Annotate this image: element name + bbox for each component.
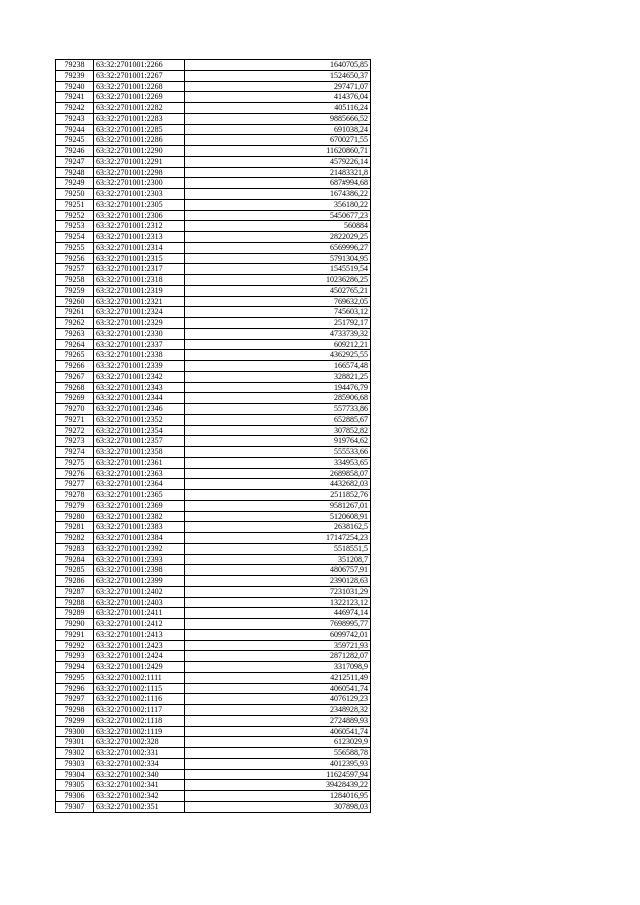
row-number: 79298 [56,705,94,716]
table-row [56,264,371,275]
table-row [56,758,371,769]
row-number: 79293 [56,651,94,662]
table-row [56,210,371,221]
cadastral-value: 6099742,01 [185,629,371,640]
table-row [56,92,371,103]
row-number: 79261 [56,307,94,318]
table-row [56,608,371,619]
cadastral-number: 63:32:2701002:1117 [94,705,185,716]
cadastral-number: 63:32:2701002:341 [94,780,185,791]
table-row [56,199,371,210]
table-row [56,597,371,608]
row-number: 79299 [56,715,94,726]
cadastral-number: 63:32:2701001:2344 [94,393,185,404]
cadastral-value: 4579226,14 [185,156,371,167]
row-number: 79279 [56,500,94,511]
cadastral-number: 63:32:2701001:2329 [94,318,185,329]
cadastral-value: 1640705,85 [185,60,371,71]
cadastral-number: 63:32:2701001:2318 [94,275,185,286]
cadastral-value: 446974,14 [185,608,371,619]
row-number: 79265 [56,350,94,361]
table-row [56,640,371,651]
cadastral-number: 63:32:2701002:1111 [94,672,185,683]
row-number: 79244 [56,124,94,135]
table-row [56,124,371,135]
cadastral-number: 63:32:2701001:2291 [94,156,185,167]
row-number: 79267 [56,371,94,382]
cadastral-value: 4212511,49 [185,672,371,683]
cadastral-value: 5120608,91 [185,511,371,522]
table-row [56,382,371,393]
table-row [56,414,371,425]
cadastral-number: 63:32:2701001:2363 [94,468,185,479]
table-row [56,275,371,286]
row-number: 79257 [56,264,94,275]
cadastral-value: 307852,82 [185,425,371,436]
cadastral-value: 356180,22 [185,199,371,210]
cadastral-number: 63:32:2701001:2313 [94,232,185,243]
row-number: 79259 [56,285,94,296]
cadastral-value: 1524650,37 [185,70,371,81]
row-number: 79255 [56,242,94,253]
cadastral-number: 63:32:2701001:2324 [94,307,185,318]
cadastral-number: 63:32:2701001:2330 [94,328,185,339]
cadastral-value: 1284016,95 [185,791,371,802]
cadastral-value: 4362925,55 [185,350,371,361]
row-number: 79272 [56,425,94,436]
table-row [56,361,371,372]
cadastral-value: 307898,03 [185,801,371,812]
row-number: 79301 [56,737,94,748]
cadastral-value: 2724889,93 [185,715,371,726]
table-row [56,522,371,533]
cadastral-value: 334953,65 [185,457,371,468]
table-row [56,565,371,576]
cadastral-value: 11620860,71 [185,146,371,157]
table-body [56,60,371,813]
row-number: 79306 [56,791,94,802]
row-number: 79254 [56,232,94,243]
cadastral-number: 63:32:2701001:2399 [94,576,185,587]
table-row [56,70,371,81]
row-number: 79288 [56,597,94,608]
row-number: 79290 [56,619,94,630]
row-number: 79303 [56,758,94,769]
row-number: 79241 [56,92,94,103]
table-row [56,60,371,71]
cadastral-value: 4060541,74 [185,683,371,694]
cadastral-number: 63:32:2701001:2300 [94,178,185,189]
cadastral-value: 4076129,23 [185,694,371,705]
cadastral-value: 7231031,29 [185,586,371,597]
cadastral-value: 919764,62 [185,436,371,447]
cadastral-number: 63:32:2701001:2429 [94,662,185,673]
table-row [56,748,371,759]
row-number: 79278 [56,490,94,501]
cadastral-value: 687#994,68 [185,178,371,189]
cadastral-value: 405116,24 [185,103,371,114]
cadastral-number: 63:32:2701002:342 [94,791,185,802]
table-row [56,81,371,92]
cadastral-number: 63:32:2701001:2354 [94,425,185,436]
row-number: 79302 [56,748,94,759]
table-row [56,791,371,802]
row-number: 79246 [56,146,94,157]
cadastral-number: 63:32:2701002:1115 [94,683,185,694]
cadastral-value: 691038,24 [185,124,371,135]
table-row [56,296,371,307]
row-number: 79294 [56,662,94,673]
cadastral-value: 1322123,12 [185,597,371,608]
cadastral-value: 4432682,03 [185,479,371,490]
cadastral-number: 63:32:2701001:2352 [94,414,185,425]
cadastral-value: 10236286,25 [185,275,371,286]
cadastral-number: 63:32:2701001:2298 [94,167,185,178]
table-row [56,447,371,458]
cadastral-number: 63:32:2701001:2306 [94,210,185,221]
table-row [56,457,371,468]
cadastral-number: 63:32:2701001:2319 [94,285,185,296]
table-row [56,780,371,791]
row-number: 79245 [56,135,94,146]
cadastral-number: 63:32:2701002:1119 [94,726,185,737]
table-row [56,371,371,382]
cadastral-number: 63:32:2701002:340 [94,769,185,780]
cadastral-number: 63:32:2701001:2343 [94,382,185,393]
row-number: 79271 [56,414,94,425]
cadastral-number: 63:32:2701001:2282 [94,103,185,114]
table-row [56,705,371,716]
cadastral-number: 63:32:2701001:2314 [94,242,185,253]
table-row [56,801,371,812]
cadastral-value: 17147254,23 [185,533,371,544]
row-number: 79281 [56,522,94,533]
row-number: 79242 [56,103,94,114]
cadastral-number: 63:32:2701001:2268 [94,81,185,92]
cadastral-value: 2348928,32 [185,705,371,716]
cadastral-number: 63:32:2701002:328 [94,737,185,748]
cadastral-value: 5450677,23 [185,210,371,221]
cadastral-number: 63:32:2701001:2285 [94,124,185,135]
table-row [56,156,371,167]
table-row [56,393,371,404]
cadastral-value: 285906,68 [185,393,371,404]
cadastral-number: 63:32:2701002:331 [94,748,185,759]
cadastral-value: 4060541,74 [185,726,371,737]
row-number: 79275 [56,457,94,468]
cadastral-value: 555533,66 [185,447,371,458]
cadastral-number: 63:32:2701002:334 [94,758,185,769]
table-row [56,178,371,189]
row-number: 79253 [56,221,94,232]
cadastral-number: 63:32:2701001:2266 [94,60,185,71]
table-row [56,737,371,748]
cadastral-value: 39428439,22 [185,780,371,791]
cadastral-value: 297471,07 [185,81,371,92]
cadastral-value: 2390128,63 [185,576,371,587]
row-number: 79297 [56,694,94,705]
table-row [56,103,371,114]
cadastral-number: 63:32:2701002:351 [94,801,185,812]
table-row [56,769,371,780]
cadastral-value: 4733739,32 [185,328,371,339]
row-number: 79277 [56,479,94,490]
table-row [56,113,371,124]
cadastral-number: 63:32:2701001:2392 [94,543,185,554]
cadastral-value: 11624597,94 [185,769,371,780]
cadastral-value: 9581267,01 [185,500,371,511]
cadastral-number: 63:32:2701002:1116 [94,694,185,705]
table-row [56,242,371,253]
table-row [56,662,371,673]
table-row [56,221,371,232]
cadastral-number: 63:32:2701001:2286 [94,135,185,146]
row-number: 79286 [56,576,94,587]
cadastral-value: 7698995,77 [185,619,371,630]
cadastral-number: 63:32:2701001:2290 [94,146,185,157]
table-row [56,425,371,436]
row-number: 79243 [56,113,94,124]
table-row [56,500,371,511]
table-row [56,479,371,490]
row-number: 79263 [56,328,94,339]
table-row [56,694,371,705]
row-number: 79300 [56,726,94,737]
row-number: 79249 [56,178,94,189]
row-number: 79282 [56,533,94,544]
cadastral-value-table [55,59,371,813]
cadastral-value: 556588,78 [185,748,371,759]
cadastral-number: 63:32:2701001:2317 [94,264,185,275]
row-number: 79296 [56,683,94,694]
cadastral-value: 6569996,27 [185,242,371,253]
cadastral-value: 652885,67 [185,414,371,425]
cadastral-number: 63:32:2701001:2383 [94,522,185,533]
row-number: 79239 [56,70,94,81]
table-row [56,586,371,597]
cadastral-number: 63:32:2701001:2312 [94,221,185,232]
row-number: 79287 [56,586,94,597]
cadastral-value: 21483321,8 [185,167,371,178]
row-number: 79307 [56,801,94,812]
cadastral-value: 2689858,07 [185,468,371,479]
cadastral-value: 251792,17 [185,318,371,329]
cadastral-value: 3317098,9 [185,662,371,673]
row-number: 79273 [56,436,94,447]
cadastral-number: 63:32:2701001:2364 [94,479,185,490]
cadastral-number: 63:32:2701001:2412 [94,619,185,630]
table-row [56,490,371,501]
row-number: 79283 [56,543,94,554]
cadastral-value: 6700271,55 [185,135,371,146]
table-row [56,726,371,737]
cadastral-value: 328821,25 [185,371,371,382]
cadastral-value: 4806757,91 [185,565,371,576]
cadastral-number: 63:32:2701001:2361 [94,457,185,468]
row-number: 79266 [56,361,94,372]
cadastral-number: 63:32:2701001:2402 [94,586,185,597]
row-number: 79269 [56,393,94,404]
cadastral-value: 9885666,52 [185,113,371,124]
row-number: 79258 [56,275,94,286]
cadastral-number: 63:32:2701001:2369 [94,500,185,511]
cadastral-value: 2871282,07 [185,651,371,662]
row-number: 79276 [56,468,94,479]
table-row [56,576,371,587]
row-number: 79304 [56,769,94,780]
cadastral-number: 63:32:2701001:2283 [94,113,185,124]
cadastral-number: 63:32:2701001:2321 [94,296,185,307]
row-number: 79252 [56,210,94,221]
cadastral-value: 351208,7 [185,554,371,565]
row-number: 79291 [56,629,94,640]
row-number: 79264 [56,339,94,350]
cadastral-number: 63:32:2701001:2338 [94,350,185,361]
row-number: 79274 [56,447,94,458]
table-row [56,339,371,350]
row-number: 79247 [56,156,94,167]
table-row [56,533,371,544]
row-number: 79284 [56,554,94,565]
table-row [56,404,371,415]
cadastral-number: 63:32:2701001:2384 [94,533,185,544]
cadastral-number: 63:32:2701001:2337 [94,339,185,350]
table-row [56,629,371,640]
cadastral-number: 63:32:2701001:2424 [94,651,185,662]
cadastral-number: 63:32:2701001:2346 [94,404,185,415]
table-row [56,253,371,264]
table-row [56,167,371,178]
row-number: 79305 [56,780,94,791]
cadastral-number: 63:32:2701001:2267 [94,70,185,81]
cadastral-number: 63:32:2701001:2413 [94,629,185,640]
row-number: 79295 [56,672,94,683]
table-row [56,146,371,157]
table-row [56,350,371,361]
cadastral-value: 609212,21 [185,339,371,350]
cadastral-value: 2511852,76 [185,490,371,501]
cadastral-value: 2822029,25 [185,232,371,243]
row-number: 79268 [56,382,94,393]
cadastral-value: 194476,79 [185,382,371,393]
cadastral-number: 63:32:2701001:2339 [94,361,185,372]
row-number: 79280 [56,511,94,522]
table-row [56,307,371,318]
table-row [56,511,371,522]
cadastral-value: 557733,86 [185,404,371,415]
cadastral-number: 63:32:2701001:2303 [94,189,185,200]
cadastral-number: 63:32:2701001:2382 [94,511,185,522]
cadastral-number: 63:32:2701001:2269 [94,92,185,103]
table-row [56,619,371,630]
row-number: 79270 [56,404,94,415]
table-row [56,232,371,243]
table-row [56,135,371,146]
row-number: 79238 [56,60,94,71]
cadastral-number: 63:32:2701001:2398 [94,565,185,576]
row-number: 79251 [56,199,94,210]
table-row [56,672,371,683]
cadastral-number: 63:32:2701001:2315 [94,253,185,264]
cadastral-value: 2638162,5 [185,522,371,533]
row-number: 79260 [56,296,94,307]
row-number: 79262 [56,318,94,329]
cadastral-value: 414376,04 [185,92,371,103]
cadastral-number: 63:32:2701002:1118 [94,715,185,726]
cadastral-number: 63:32:2701001:2393 [94,554,185,565]
table-row [56,285,371,296]
cadastral-number: 63:32:2701001:2411 [94,608,185,619]
table-row [56,328,371,339]
cadastral-value: 4012395,93 [185,758,371,769]
row-number: 79285 [56,565,94,576]
cadastral-value: 6123029,9 [185,737,371,748]
row-number: 79256 [56,253,94,264]
table-row [56,189,371,200]
cadastral-value: 769632,05 [185,296,371,307]
table-row [56,715,371,726]
cadastral-value: 5791304,95 [185,253,371,264]
cadastral-value: 1545519,54 [185,264,371,275]
row-number: 79240 [56,81,94,92]
cadastral-value: 166574,48 [185,361,371,372]
cadastral-number: 63:32:2701001:2423 [94,640,185,651]
table-row [56,651,371,662]
cadastral-number: 63:32:2701001:2365 [94,490,185,501]
cadastral-value: 5518551,5 [185,543,371,554]
table-row [56,436,371,447]
row-number: 79250 [56,189,94,200]
cadastral-number: 63:32:2701001:2358 [94,447,185,458]
cadastral-number: 63:32:2701001:2403 [94,597,185,608]
row-number: 79248 [56,167,94,178]
row-number: 79289 [56,608,94,619]
table-row [56,683,371,694]
cadastral-number: 63:32:2701001:2342 [94,371,185,382]
cadastral-number: 63:32:2701001:2305 [94,199,185,210]
cadastral-value: 359721,93 [185,640,371,651]
table-row [56,543,371,554]
cadastral-value: 560884 [185,221,371,232]
cadastral-value: 4502765,21 [185,285,371,296]
cadastral-value: 745603,12 [185,307,371,318]
row-number: 79292 [56,640,94,651]
cadastral-value: 1674386,22 [185,189,371,200]
cadastral-number: 63:32:2701001:2357 [94,436,185,447]
table-row [56,554,371,565]
table-row [56,468,371,479]
table-row [56,318,371,329]
